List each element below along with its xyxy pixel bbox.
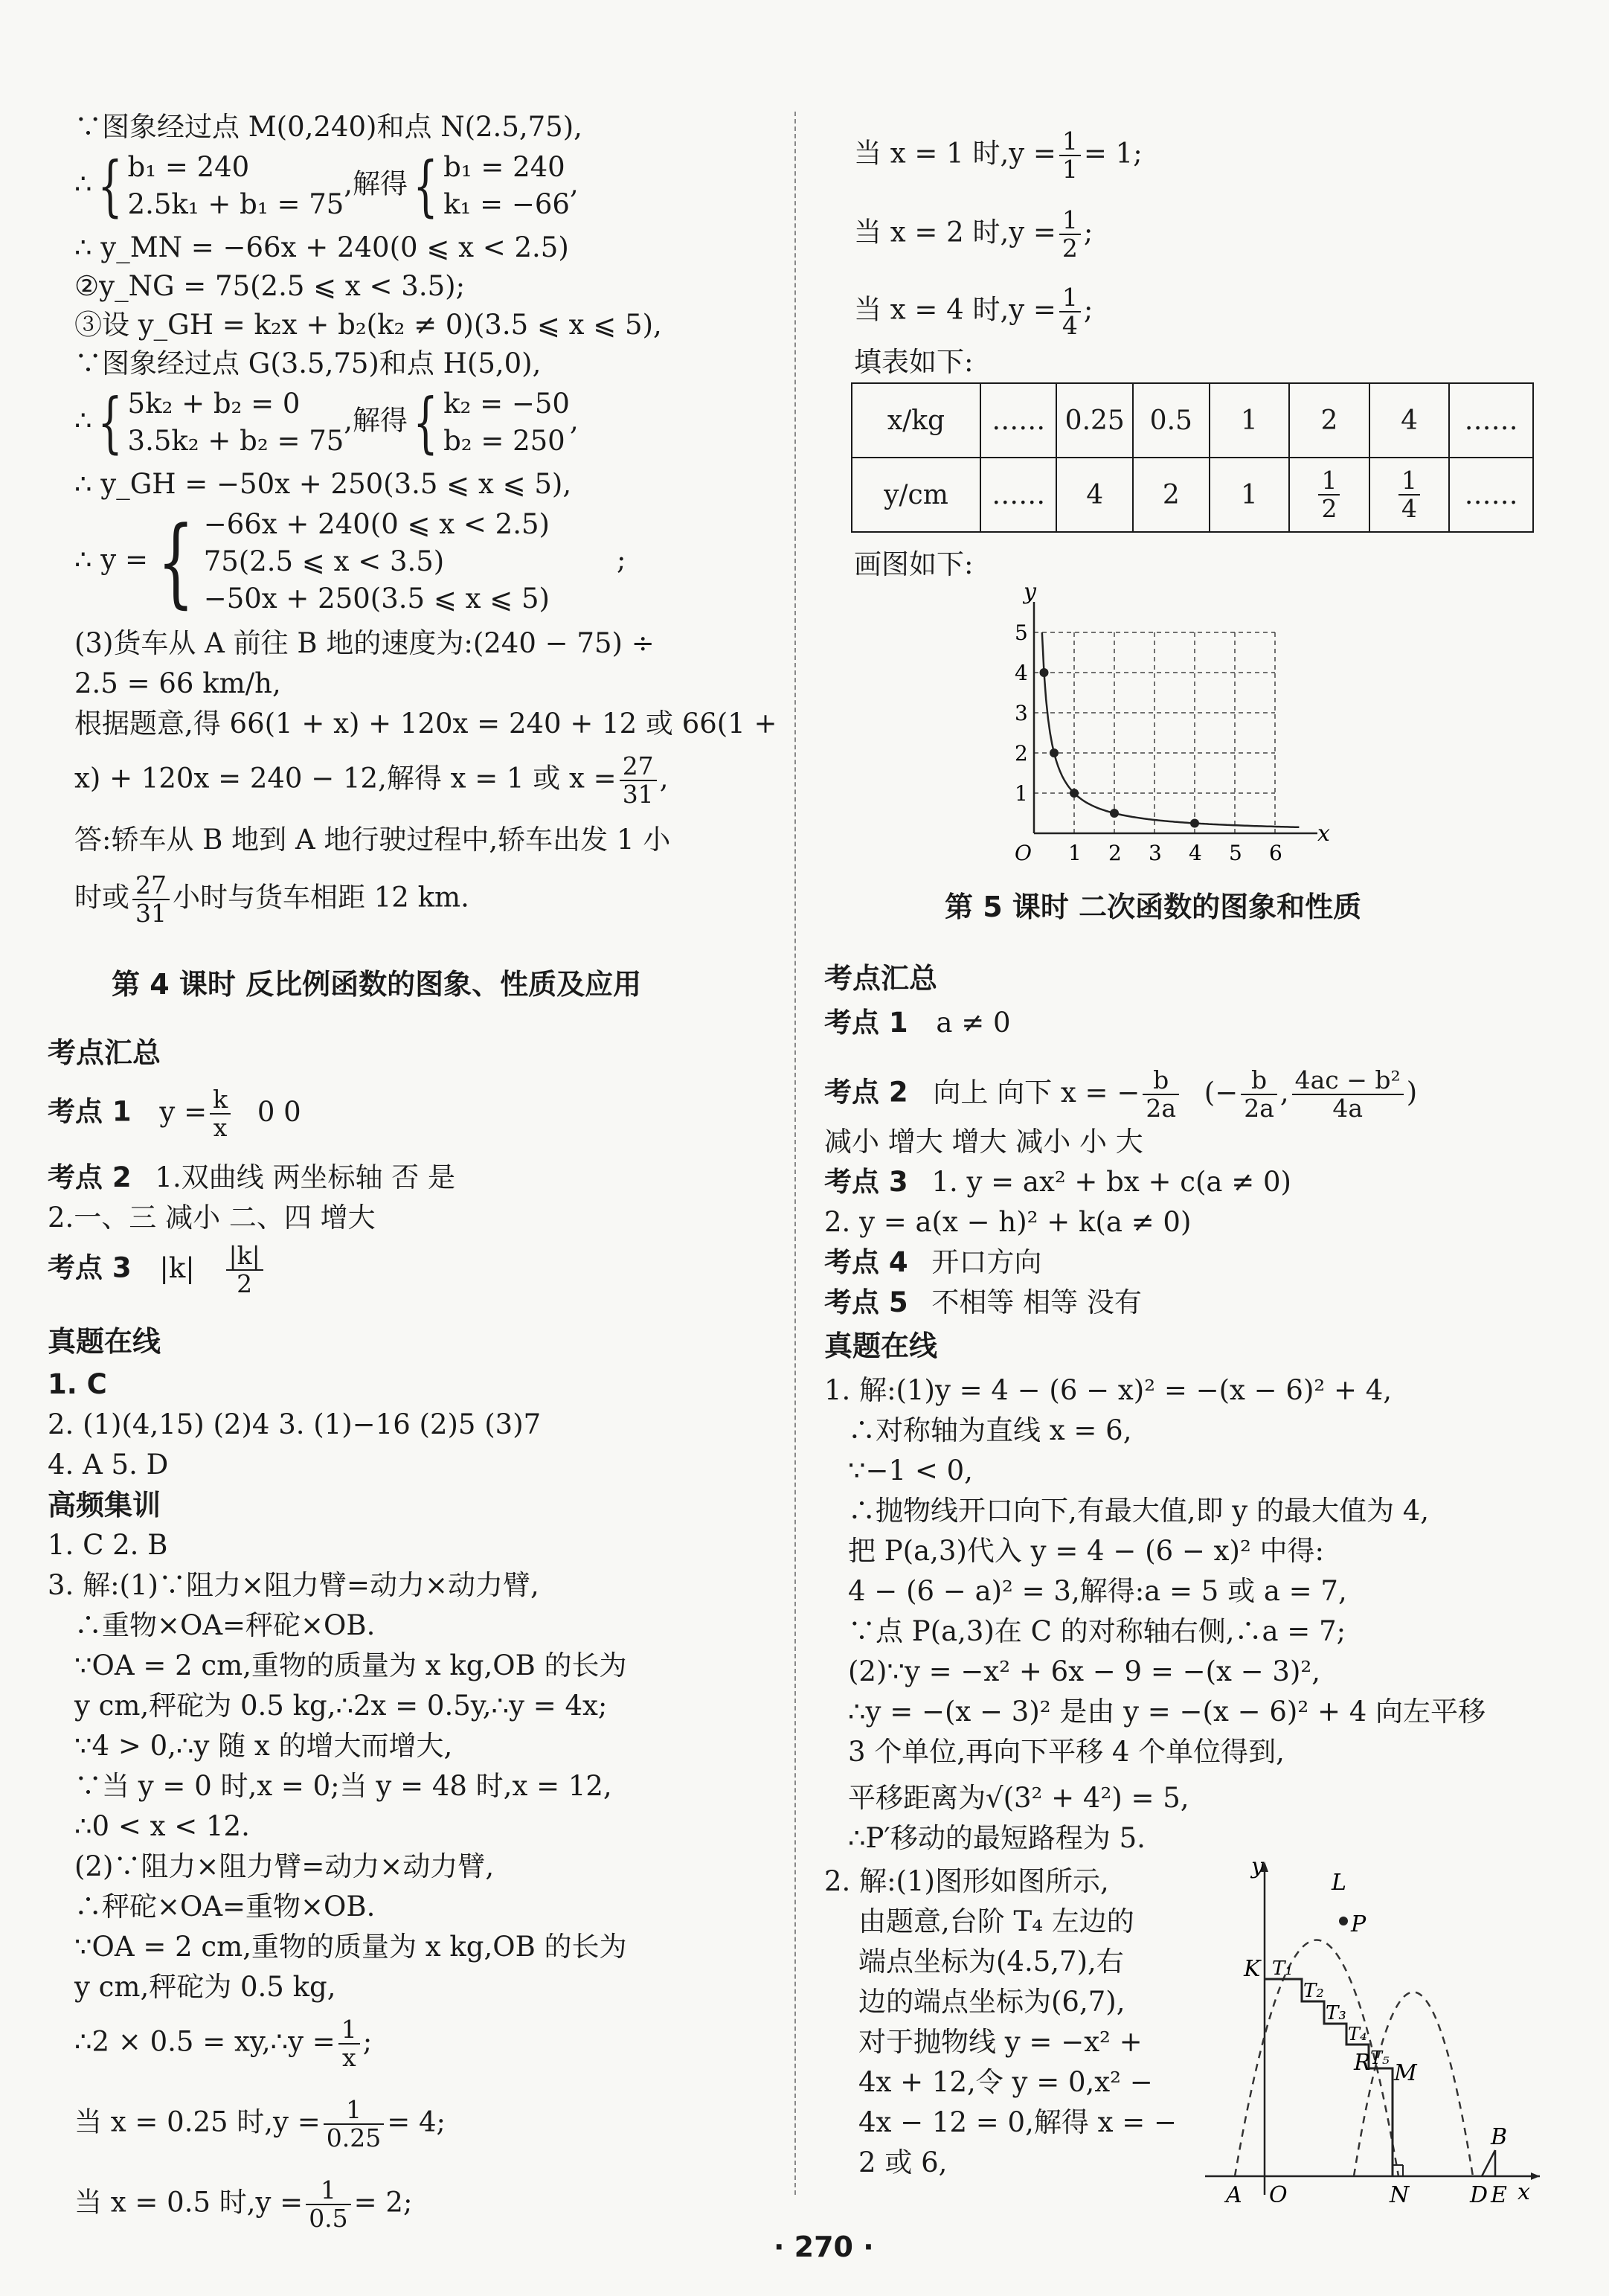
text-line: 1. 解:(1)y = 4 − (6 − x)² = −(x − 6)² + 4, — [824, 1374, 1393, 1406]
text-line: ∵4 > 0,∴y 随 x 的增大而增大, — [74, 1730, 453, 1762]
zhenti-heading: 真题在线 — [48, 1325, 161, 1358]
table-cell: 4 — [1056, 458, 1133, 532]
label-p: P — [1351, 1911, 1366, 1937]
text-line: 答:轿车从 B 地到 A 地行驶过程中,轿车出发 1 小 — [74, 824, 671, 856]
text-line: 边的端点坐标为(6,7), — [858, 1986, 1125, 2018]
frac-num: b — [1143, 1067, 1179, 1095]
x-tick-label: 6 — [1269, 841, 1282, 865]
label-t4: T₄ — [1348, 2024, 1367, 2045]
kaodian-1 — [48, 1086, 301, 1141]
y-tick-label: 5 — [1015, 621, 1028, 645]
text: x) + 120x = 240 − 12,解得 x = 1 或 x = — [74, 762, 617, 795]
gaopin-heading: 高频集训 — [48, 1489, 161, 1521]
table-cell: 0.5 — [1133, 383, 1210, 458]
text-line: ∵图象经过点 M(0,240)和点 N(2.5,75), — [74, 111, 582, 143]
table-cell: …… — [1449, 458, 1533, 532]
table-cell — [1369, 458, 1450, 532]
table-cell: 2 — [1133, 458, 1210, 532]
frac-den: 4 — [1062, 311, 1078, 340]
table-cell: …… — [980, 458, 1057, 532]
text: , — [659, 762, 669, 795]
text-line: (3)货车从 A 前往 B 地的速度为:(240 − 75) ÷ — [74, 627, 655, 659]
text-line: y cm,秤砣为 0.5 kg,∴2x = 0.5y,∴y = 4x; — [74, 1690, 608, 1722]
equation-system-1: ∴{ b₁ = 240 2.5k₁ + b₁ = 75 ,解得{ b₁ = 240 k₁ = −66 , — [74, 147, 579, 224]
text: 1.双曲线 两坐标轴 否 是 — [155, 1161, 455, 1193]
frac-den: 31 — [135, 899, 167, 928]
frac-den: 2a — [1244, 1094, 1274, 1123]
segment-db — [1482, 2150, 1495, 2176]
kaodian-2-line2: 2.一、三 减小 二、四 增大 — [48, 1202, 376, 1234]
eq: b₂ = 250 — [443, 425, 565, 457]
text: 当 x = 4 时,y = — [854, 293, 1056, 326]
text-line: 2. (1)(4,15) (2)4 3. (1)−16 (2)5 (3)7 — [48, 1408, 542, 1440]
text: ∴2 × 0.5 = xy,∴y = — [74, 2025, 335, 2058]
text-line: ③设 y_GH = k₂x + b₂(k₂ ≠ 0)(3.5 ⩽ x ⩽ 5), — [74, 309, 662, 341]
text: ∴ y = — [74, 543, 148, 576]
text: ; — [362, 2025, 373, 2058]
label: 考点 2 — [48, 1161, 132, 1193]
label-y: y — [1251, 1853, 1264, 1879]
y-tick-label: 4 — [1015, 661, 1028, 685]
table-cell: 0.25 — [1056, 383, 1133, 458]
text-line: ∴抛物线开口向下,有最大值,即 y 的最大值为 4, — [848, 1495, 1430, 1527]
text-line: 对于抛物线 y = −x² + — [858, 2026, 1143, 2058]
text-line: ∵OA = 2 cm,重物的质量为 x kg,OB 的长为 — [74, 1649, 627, 1681]
text-line: ∵−1 < 0, — [848, 1455, 973, 1487]
table-cell: …… — [1449, 383, 1533, 458]
text-line — [74, 2177, 412, 2232]
inverse-function-chart — [1004, 573, 1391, 870]
text: 开口方向 — [931, 1246, 1042, 1278]
frac-den: 2 — [1321, 494, 1337, 523]
kaodian-heading: 考点汇总 — [48, 1036, 161, 1069]
text: 向上 向下 x = − — [933, 1076, 1140, 1109]
label: 考点 3 — [48, 1251, 132, 1284]
kaodian-3 — [48, 1242, 266, 1298]
label-a: A — [1226, 2182, 1242, 2202]
table-row — [852, 383, 1533, 458]
y-tick-label: 3 — [1015, 701, 1028, 725]
frac-num: |k| — [226, 1242, 263, 1271]
text: |k| — [159, 1251, 195, 1284]
text: , — [569, 167, 579, 200]
eq: b₁ = 240 — [127, 151, 250, 183]
label: 考点 3 — [824, 1166, 908, 1198]
kaodian-2-line2: 减小 增大 增大 减小 小 大 — [824, 1126, 1143, 1158]
data-point — [1040, 668, 1049, 677]
table-cell: 1 — [1210, 458, 1290, 532]
text-line: ∵OA = 2 cm,重物的质量为 x kg,OB 的长为 — [74, 1931, 627, 1963]
table-cell: 1 — [1210, 383, 1290, 458]
x-axis-label: x — [1317, 821, 1330, 847]
equation-system-2: ∴{ 5k₂ + b₂ = 0 3.5k₂ + b₂ = 75 ,解得{ k₂ = −50 b₂ = 250 , — [74, 384, 579, 461]
text-line: 把 P(a,3)代入 y = 4 − (6 − x)² 中得: — [848, 1535, 1325, 1567]
table-cell: …… — [980, 383, 1057, 458]
eq: 2.5k₁ + b₁ = 75 — [127, 188, 344, 220]
text: ,解得 — [344, 404, 408, 437]
text-line: (2)∵阻力×阻力臂=动力×动力臂, — [74, 1850, 495, 1882]
kaodian-3-line2: 2. y = a(x − h)² + k(a ≠ 0) — [824, 1206, 1192, 1238]
text-line: 画图如下: — [854, 548, 974, 580]
x-tick-label: O — [1015, 841, 1032, 865]
table-row — [852, 458, 1533, 532]
eq: k₂ = −50 — [443, 388, 570, 420]
text-line — [74, 872, 469, 927]
frac-den: 31 — [622, 780, 654, 809]
text: 当 x = 0.25 时,y = — [74, 2106, 321, 2138]
label: 考点 2 — [824, 1076, 908, 1109]
eq: k₁ = −66 — [443, 188, 570, 220]
text-line: 填表如下: — [854, 346, 974, 378]
text: , — [569, 404, 579, 437]
section-title-5: 第 5 课时 二次函数的图象和性质 — [945, 891, 1362, 923]
text-line: ∴ y_GH = −50x + 250(3.5 ⩽ x ⩽ 5), — [74, 468, 572, 500]
text-line — [74, 753, 668, 808]
kaodian-1 — [824, 1006, 1011, 1040]
label-t1: T₁ — [1272, 1957, 1293, 1980]
text-line: 3. 解:(1)∵阻力×阻力臂=动力×动力臂, — [48, 1569, 539, 1601]
text-line: y cm,秤砣为 0.5 kg, — [74, 1971, 336, 2003]
kaodian-3 — [824, 1165, 1291, 1199]
text-line: 2 或 6, — [858, 2146, 948, 2178]
table-cell: 4 — [1369, 383, 1450, 458]
frac-den: 1 — [1062, 155, 1078, 184]
label-k: K — [1244, 1956, 1261, 1982]
eq: 5k₂ + b₂ = 0 — [127, 388, 301, 420]
text: 1. y = ax² + bx + c(a ≠ 0) — [931, 1166, 1291, 1198]
text: ; — [1083, 293, 1093, 326]
x-axis-arrow — [1531, 2172, 1540, 2180]
section-title-4: 第 4 课时 反比例函数的图象、性质及应用 — [112, 968, 642, 1001]
frac-den: 4 — [1401, 494, 1418, 523]
label-o: O — [1269, 2182, 1288, 2202]
data-point — [1070, 789, 1079, 798]
frac-num: 1 — [1059, 128, 1081, 156]
x-tick-label: 3 — [1149, 841, 1162, 865]
eq: −66x + 240(0 ⩽ x < 2.5) — [203, 508, 550, 540]
page-number: · 270 · — [774, 2231, 874, 2263]
eq: 75(2.5 ⩽ x < 3.5) — [203, 545, 445, 577]
frac-num: 1 — [1318, 467, 1340, 496]
text-line — [74, 2097, 446, 2152]
text-line: 端点坐标为(4.5,7),右 — [858, 1946, 1124, 1978]
text-line: ∵图象经过点 G(3.5,75)和点 H(5,0), — [74, 347, 542, 379]
text-line: 4 − (6 − a)² = 3,解得:a = 5 或 a = 7, — [848, 1575, 1347, 1607]
column-divider — [794, 112, 796, 2195]
text: ,解得 — [344, 167, 408, 200]
frac-num: 4ac − b² — [1292, 1067, 1404, 1095]
frac-num: 1 — [338, 2016, 360, 2045]
label-t2: T₂ — [1303, 1980, 1324, 2002]
text: y = — [159, 1095, 208, 1128]
zhenti-heading: 真题在线 — [824, 1330, 938, 1362]
frac-den: x — [341, 2043, 356, 2072]
x-tick-label: 4 — [1189, 841, 1202, 865]
curve-line — [1042, 632, 1300, 827]
text: ; — [1083, 216, 1093, 248]
text: = 1; — [1083, 137, 1143, 170]
label-n: N — [1390, 2182, 1410, 2202]
label-x: x — [1518, 2179, 1530, 2202]
label-l: L — [1332, 1870, 1346, 1896]
data-point — [1190, 819, 1199, 828]
text-line — [854, 207, 1093, 262]
text: 不相等 相等 没有 — [931, 1286, 1142, 1318]
table-cell — [1289, 458, 1369, 532]
y-axis-label: y — [1024, 579, 1036, 605]
text-line: ②y_NG = 75(2.5 ⩽ x < 3.5); — [74, 270, 466, 302]
text-line — [854, 128, 1143, 183]
frac-num: 1 — [1059, 284, 1081, 312]
label: 考点 1 — [48, 1095, 132, 1128]
label-t5: T₅ — [1370, 2048, 1390, 2068]
y-tick-label: 2 — [1015, 741, 1028, 766]
eq: b₁ = 240 — [443, 151, 565, 183]
text-line: 4x − 12 = 0,解得 x = − — [858, 2106, 1177, 2138]
label-r: R — [1354, 2050, 1371, 2076]
text-line: ∴P′移动的最短路程为 5. — [848, 1822, 1146, 1854]
data-point — [1110, 809, 1119, 818]
text: 当 x = 2 时,y = — [854, 216, 1056, 248]
frac-den: 0.5 — [309, 2204, 348, 2233]
frac-num: b — [1241, 1067, 1277, 1095]
text-line: 3 个单位,再向下平移 4 个单位得到, — [848, 1736, 1285, 1768]
text: 时或 — [74, 881, 129, 914]
kaodian-heading: 考点汇总 — [824, 962, 938, 995]
label-m: M — [1394, 2060, 1417, 2086]
text: a ≠ 0 — [936, 1007, 1011, 1039]
frac-num: 1 — [324, 2097, 384, 2125]
piecewise-function: ∴ y ={ −66x + 240(0 ⩽ x < 2.5) 75(2.5 ⩽ x < 3.5) −50x + 250(3.5 ⩽ x ⩽ 5) ; — [74, 505, 626, 618]
text: = 2; — [353, 2186, 413, 2219]
frac-den: 2 — [1062, 234, 1078, 263]
y-tick-label: 1 — [1015, 781, 1028, 806]
text-line: ∴ y_MN = −66x + 240(0 ⩽ x < 2.5) — [74, 231, 569, 263]
x-tick-label: 5 — [1229, 841, 1242, 865]
eq: 3.5k₂ + b₂ = 75 — [127, 425, 344, 457]
label: 考点 1 — [824, 1007, 908, 1039]
text-line: 平移距离为√(3² + 4²) = 5, — [848, 1782, 1189, 1814]
label-b: B — [1491, 2124, 1508, 2150]
data-point — [1050, 748, 1059, 757]
text-line: 由题意,台阶 T₄ 左边的 — [858, 1905, 1134, 1937]
frac-den: x — [213, 1113, 228, 1142]
point-p — [1339, 1917, 1348, 1925]
label-d: D — [1470, 2182, 1488, 2202]
parabola-steps-figure — [1198, 1853, 1547, 2202]
text: = 4; — [387, 2106, 446, 2138]
frac-num: 1 — [1398, 467, 1420, 496]
text-line: 1. C 2. B — [48, 1529, 168, 1561]
text-line: 2. 解:(1)图形如图所示, — [824, 1865, 1109, 1897]
text-line: ∵当 y = 0 时,x = 0;当 y = 48 时,x = 12, — [74, 1770, 612, 1802]
text-line — [854, 284, 1093, 339]
frac-num: 1 — [306, 2177, 350, 2205]
text-line: 2.5 = 66 km/h, — [74, 667, 281, 699]
text-line — [74, 2016, 372, 2071]
kaodian-2 — [824, 1067, 1417, 1122]
text-line: ∴对称轴为直线 x = 6, — [848, 1414, 1132, 1446]
label-e: E — [1491, 2182, 1507, 2202]
frac-num: 1 — [1059, 207, 1081, 235]
label: 考点 4 — [824, 1246, 908, 1278]
label-t3: T₃ — [1326, 2002, 1346, 2024]
kaodian-2 — [48, 1161, 455, 1195]
text-line: 根据题意,得 66(1 + x) + 120x = 240 + 12 或 66(1 + — [74, 708, 777, 740]
x-tick-label: 1 — [1068, 841, 1082, 865]
eq: −50x + 250(3.5 ⩽ x ⩽ 5) — [203, 583, 550, 615]
frac-num: 27 — [620, 753, 657, 781]
table-cell: x/kg — [852, 383, 980, 458]
text: 当 x = 0.5 时,y = — [74, 2186, 304, 2219]
text: ; — [616, 543, 626, 576]
frac-num: 27 — [132, 872, 170, 900]
text: (− — [1204, 1076, 1239, 1109]
text-line: 4. A 5. D — [48, 1449, 169, 1481]
text-line: 4x + 12,令 y = 0,x² − — [858, 2066, 1153, 2098]
kaodian-5 — [824, 1286, 1142, 1320]
frac-den: 0.25 — [326, 2123, 382, 2152]
text: 0 0 — [257, 1095, 301, 1128]
text-line: 1. C — [48, 1368, 107, 1400]
x-tick-label: 2 — [1108, 841, 1122, 865]
text: ) — [1406, 1076, 1418, 1109]
frac-num: k — [210, 1086, 231, 1115]
text-line: ∵点 P(a,3)在 C 的对称轴右侧,∴a = 7; — [848, 1615, 1346, 1647]
text-line: ∴0 < x < 12. — [74, 1810, 250, 1842]
frac-den: 4a — [1332, 1094, 1364, 1123]
text: 小时与货车相距 12 km. — [173, 881, 469, 914]
text: , — [1279, 1076, 1289, 1109]
text-line: ∴重物×OA=秤砣×OB. — [74, 1609, 376, 1641]
table-cell: 2 — [1289, 383, 1369, 458]
table-cell: y/cm — [852, 458, 980, 532]
frac-den: 2 — [237, 1269, 253, 1298]
kaodian-4 — [824, 1245, 1041, 1280]
text: 当 x = 1 时,y = — [854, 137, 1056, 170]
frac-den: 2a — [1146, 1094, 1176, 1123]
text-line: ∴秤砣×OA=重物×OB. — [74, 1891, 376, 1923]
value-table — [851, 382, 1534, 533]
text-line: (2)∵y = −x² + 6x − 9 = −(x − 3)², — [848, 1655, 1320, 1687]
label: 考点 5 — [824, 1286, 908, 1318]
text-line: ∴y = −(x − 3)² 是由 y = −(x − 6)² + 4 向左平移 — [848, 1696, 1486, 1728]
